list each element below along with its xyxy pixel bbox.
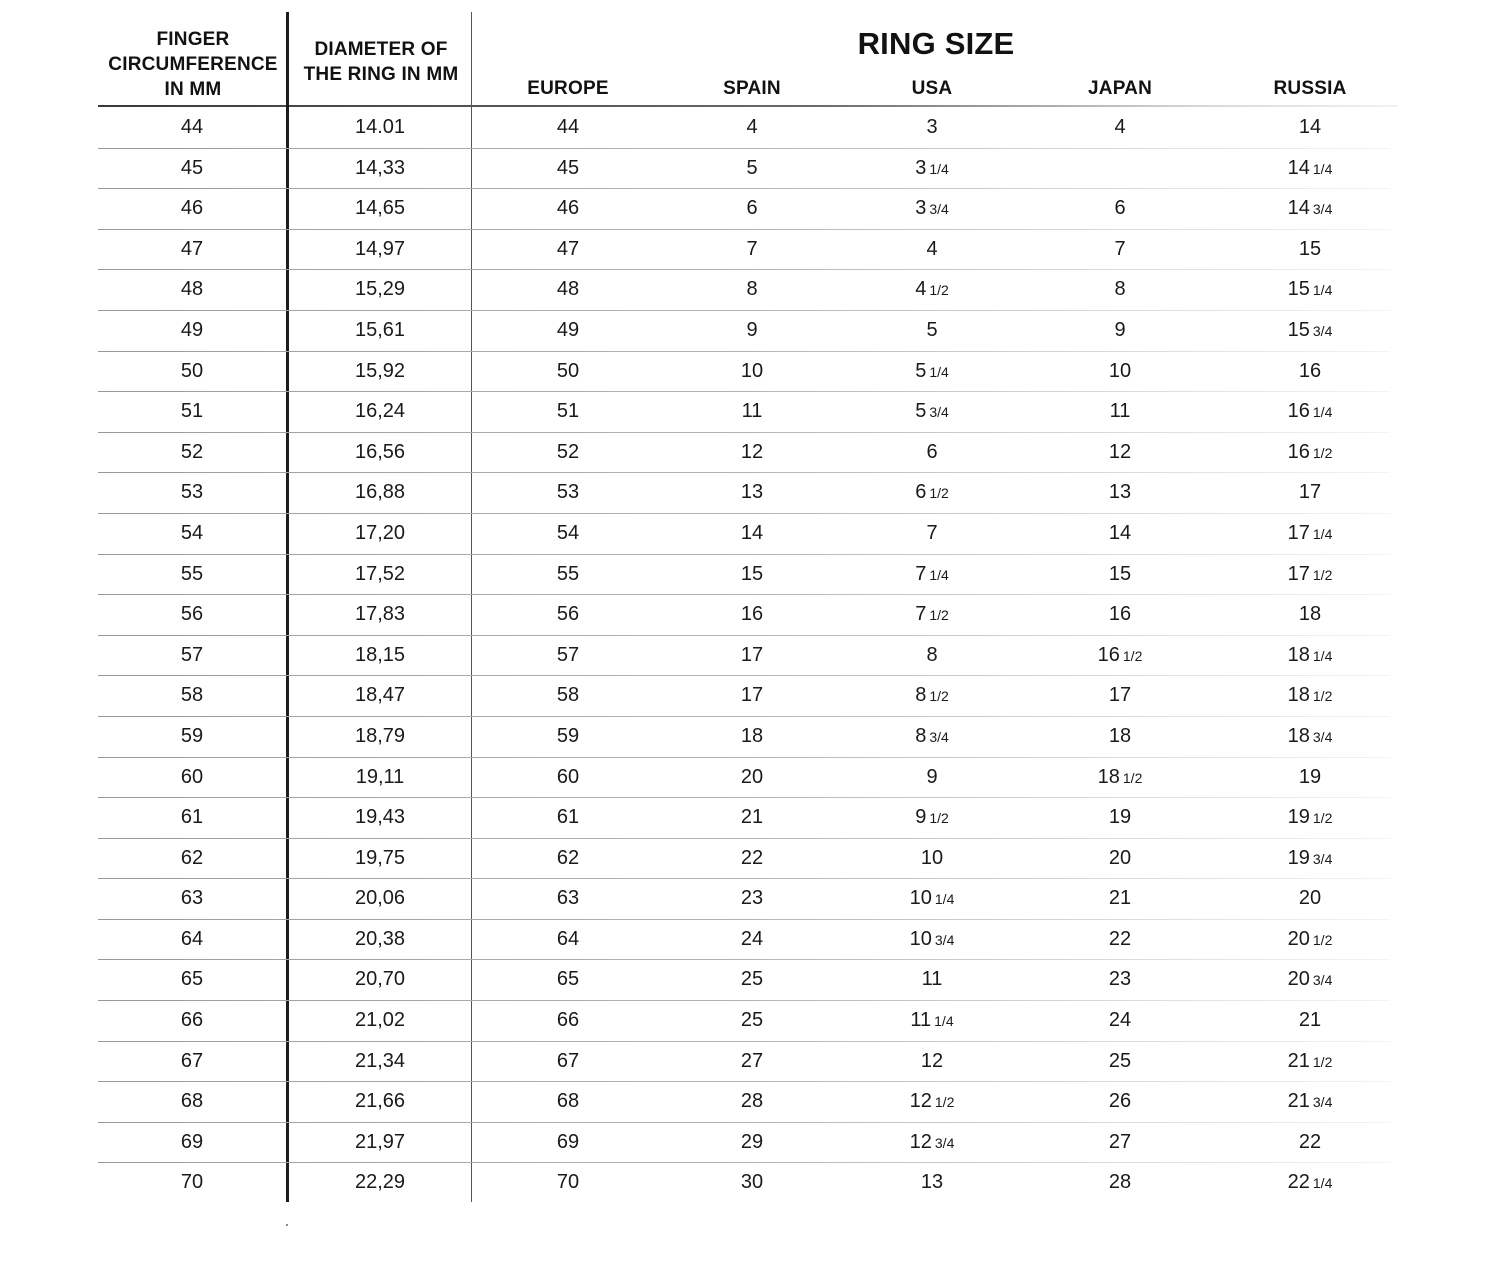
cell-europe: 61 [556,806,580,829]
cell-europe: 70 [556,1171,580,1194]
table-row [0,716,1500,757]
cell-ring-diameter: 17,20 [354,521,406,544]
cell-spain: 25 [740,1009,764,1032]
cell-finger-circumference: 59 [180,724,204,747]
cell-europe: 67 [556,1049,580,1072]
table-row [0,1122,1500,1163]
fraction-part: 1/2 [929,485,949,502]
header-line: FINGER [156,29,230,50]
cell-europe: 52 [556,440,580,463]
table-row [0,1162,1500,1203]
fraction-part: 1/2 [1312,688,1333,705]
cell-finger-circumference: 50 [180,359,204,382]
fraction-part: 1/4 [934,1013,954,1030]
column-header-spain: SPAIN [723,78,781,99]
cell-usa: 3 1/4 [915,156,949,179]
cell-finger-circumference: 56 [180,603,204,626]
fraction-part: 1/2 [1122,647,1143,664]
cell-ring-diameter: 22,29 [354,1171,406,1194]
fraction-part: 3/4 [929,728,949,745]
cell-japan: 20 [1108,846,1132,869]
cell-finger-circumference: 57 [180,643,204,666]
cell-russia: 16 1/2 [1287,440,1333,463]
cell-japan: 12 [1108,440,1132,463]
fraction-part: 1/4 [1312,160,1333,177]
cell-finger-circumference: 45 [180,156,204,179]
fraction-part: 1/4 [1312,282,1333,299]
table-row [0,1041,1500,1082]
cell-japan: 17 [1108,684,1132,707]
cell-finger-circumference: 68 [180,1090,204,1113]
cell-japan: 21 [1108,887,1132,910]
table-row [0,959,1500,1000]
cell-ring-diameter: 16,56 [354,440,406,463]
fraction-part: 3/4 [1312,322,1333,339]
cell-usa: 10 1/4 [909,887,955,910]
table-row [0,269,1500,310]
cell-europe: 57 [556,643,580,666]
cell-europe: 63 [556,887,580,910]
table-header [0,0,1500,108]
cell-russia: 18 [1298,603,1322,626]
table-row [0,675,1500,716]
fraction-part: 1/2 [1312,1053,1333,1070]
table-row [0,838,1500,879]
ring-size-group-title: RING SIZE [857,26,1015,61]
cell-usa: 10 [920,846,944,869]
cell-russia: 17 1/2 [1287,562,1333,585]
cell-finger-circumference: 64 [180,927,204,950]
cell-ring-diameter: 21,02 [354,1009,406,1032]
fraction-part: 1/2 [1312,810,1333,827]
cell-usa: 6 1/2 [915,481,949,504]
cell-russia: 15 [1298,237,1322,260]
cell-finger-circumference: 52 [180,440,204,463]
cell-spain: 15 [740,562,764,585]
cell-europe: 68 [556,1090,580,1113]
cell-finger-circumference: 67 [180,1049,204,1072]
cell-japan: 6 [1114,197,1126,220]
cell-spain: 23 [740,887,764,910]
cell-europe: 66 [556,1009,580,1032]
cell-ring-diameter: 21,97 [354,1130,406,1153]
column-header-usa: USA [911,78,953,99]
cell-europe: 45 [556,156,580,179]
table-row [0,554,1500,595]
cell-spain: 22 [740,846,764,869]
cell-ring-diameter: 19,11 [355,765,405,788]
fraction-part: 1/2 [929,282,949,299]
cell-russia: 17 [1298,481,1322,504]
cell-japan: 13 [1108,481,1132,504]
cell-spain: 17 [740,643,764,666]
cell-russia: 18 1/4 [1287,643,1333,666]
fraction-part: 1/4 [1312,1175,1333,1192]
cell-usa: 5 3/4 [915,400,949,423]
fraction-part: 1/4 [929,363,949,380]
cell-ring-diameter: 21,66 [354,1090,406,1113]
cell-finger-circumference: 60 [180,765,204,788]
cell-usa: 11 [921,968,943,991]
cell-japan: 15 [1108,562,1132,585]
cell-spain: 7 [746,237,758,260]
cell-usa: 12 [920,1049,944,1072]
cell-ring-diameter: 17,52 [354,562,406,585]
cell-europe: 62 [556,846,580,869]
table-row [0,1081,1500,1122]
cell-europe: 53 [556,481,580,504]
cell-russia: 14 1/4 [1287,156,1333,179]
column-header-japan: JAPAN [1088,78,1152,99]
table-row [0,107,1500,148]
fraction-part: 1/4 [1312,404,1333,421]
column-header-ring-diameter [290,37,472,87]
cell-usa: 4 1/2 [915,278,949,301]
cell-ring-diameter: 19,43 [354,806,406,829]
fraction-part: 3/4 [1312,728,1333,745]
cell-ring-diameter: 15,92 [354,359,406,382]
cell-russia: 21 1/2 [1287,1049,1333,1072]
table-row [0,351,1500,392]
cell-ring-diameter: 18,79 [354,724,406,747]
fraction-part: 1/4 [1312,525,1333,542]
cell-russia: 20 3/4 [1287,968,1333,991]
cell-finger-circumference: 47 [180,237,204,260]
cell-russia: 21 [1298,1009,1322,1032]
cell-ring-diameter: 15,29 [354,278,406,301]
cell-russia: 14 3/4 [1287,197,1333,220]
cell-russia: 19 [1298,765,1322,788]
cell-usa: 13 [920,1171,944,1194]
cell-finger-circumference: 65 [180,968,204,991]
table-row [0,1000,1500,1041]
table-row [0,472,1500,513]
cell-russia: 18 3/4 [1287,724,1333,747]
table-row [0,148,1500,189]
cell-russia: 20 1/2 [1287,927,1333,950]
cell-usa: 7 1/4 [915,562,949,585]
cell-usa: 7 [926,521,938,544]
cell-spain: 20 [740,765,764,788]
cell-russia: 16 1/4 [1287,400,1333,423]
fraction-part: 3/4 [1312,972,1333,989]
table-row [0,432,1500,473]
cell-japan: 7 [1114,237,1126,260]
cell-spain: 5 [746,156,758,179]
table-row [0,919,1500,960]
table-row [0,878,1500,919]
fraction-part: 1/4 [929,160,949,177]
cell-finger-circumference: 53 [180,481,204,504]
fraction-part: 1/4 [929,566,949,583]
cell-russia: 16 [1298,359,1322,382]
cell-japan: 11 [1109,400,1131,423]
cell-ring-diameter: 17,83 [354,603,406,626]
cell-japan: 10 [1108,359,1132,382]
cell-spain: 8 [746,278,758,301]
cell-japan: 8 [1114,278,1126,301]
cell-japan: 18 1/2 [1097,765,1143,788]
cell-ring-diameter: 16,88 [354,481,406,504]
cell-spain: 21 [740,806,764,829]
cell-japan: 16 [1108,603,1132,626]
table-row [0,513,1500,554]
cell-russia: 22 [1298,1130,1322,1153]
cell-spain: 13 [740,481,764,504]
cell-japan: 19 [1108,806,1132,829]
cell-spain: 6 [746,197,758,220]
cell-japan: 26 [1108,1090,1132,1113]
cell-finger-circumference: 51 [180,400,204,423]
cell-usa: 12 1/2 [909,1090,955,1113]
cell-spain: 30 [740,1171,764,1194]
cell-usa: 5 [926,318,938,341]
fraction-part: 3/4 [934,1134,955,1151]
cell-usa: 3 3/4 [915,197,949,220]
cell-usa: 8 1/2 [915,684,949,707]
cell-russia: 19 1/2 [1287,806,1333,829]
fraction-part: 1/2 [934,1094,955,1111]
fraction-part: 3/4 [929,404,949,421]
cell-ring-diameter: 20,06 [354,887,406,910]
table-body [0,107,1500,1203]
cell-spain: 11 [741,400,763,423]
cell-japan: 18 [1108,724,1132,747]
cell-japan: 14 [1108,521,1132,544]
cell-finger-circumference: 62 [180,846,204,869]
cell-usa: 7 1/2 [915,603,949,626]
cell-ring-diameter: 19,75 [354,846,406,869]
cell-finger-circumference: 70 [180,1171,204,1194]
cell-spain: 4 [746,116,758,138]
cell-spain: 29 [740,1130,764,1153]
header-line: DIAMETER OF [314,39,448,60]
cell-ring-diameter: 20,38 [354,927,406,950]
cell-japan: 27 [1108,1130,1132,1153]
cell-finger-circumference: 48 [180,278,204,301]
cell-europe: 48 [556,278,580,301]
cell-finger-circumference: 49 [180,318,204,341]
cell-ring-diameter: 14,97 [354,237,406,260]
column-header-europe: EUROPE [527,78,609,99]
table-row [0,391,1500,432]
cell-europe: 69 [556,1130,580,1153]
cell-russia: 22 1/4 [1287,1171,1333,1194]
cell-spain: 28 [740,1090,764,1113]
cell-finger-circumference: 58 [180,684,204,707]
cell-ring-diameter: 14,65 [354,197,406,220]
cell-europe: 55 [556,562,580,585]
fraction-part: 3/4 [929,201,949,218]
cell-usa: 9 1/2 [915,806,949,829]
cell-russia: 17 1/4 [1287,521,1333,544]
stray-mark [286,1224,288,1226]
cell-russia: 15 1/4 [1287,278,1333,301]
cell-russia: 20 [1298,887,1322,910]
cell-europe: 58 [556,684,580,707]
cell-finger-circumference: 55 [180,562,204,585]
cell-russia: 19 3/4 [1287,846,1333,869]
cell-japan: 4 [1114,116,1126,138]
cell-finger-circumference: 69 [180,1130,204,1153]
cell-spain: 9 [746,318,758,341]
table-row [0,310,1500,351]
fraction-part: 1/2 [929,810,949,827]
cell-finger-circumference: 61 [180,806,204,829]
cell-europe: 50 [556,359,580,382]
column-header-finger-circumference [98,27,288,102]
fraction-part: 1/2 [929,607,949,624]
cell-usa: 3 [926,116,938,138]
cell-spain: 17 [740,684,764,707]
cell-finger-circumference: 66 [180,1009,204,1032]
cell-ring-diameter: 16,24 [354,400,406,423]
fraction-part: 1/2 [1312,444,1333,461]
column-header-russia: RUSSIA [1273,78,1347,99]
header-line: THE RING IN MM [303,64,459,85]
cell-finger-circumference: 54 [180,521,204,544]
cell-ring-diameter: 21,34 [354,1049,406,1072]
cell-europe: 59 [556,724,580,747]
cell-russia: 18 1/2 [1287,684,1333,707]
cell-spain: 27 [740,1049,764,1072]
cell-japan: 16 1/2 [1097,643,1143,666]
cell-europe: 51 [556,400,580,423]
cell-spain: 12 [740,440,764,463]
cell-usa: 12 3/4 [909,1130,955,1153]
cell-usa: 11 1/4 [910,1009,954,1032]
cell-europe: 44 [556,116,580,138]
cell-europe: 46 [556,197,580,220]
cell-europe: 54 [556,521,580,544]
fraction-part: 3/4 [1312,1094,1333,1111]
cell-japan: 22 [1108,927,1132,950]
cell-ring-diameter: 14.01 [354,116,406,138]
cell-usa: 6 [926,440,938,463]
cell-finger-circumference: 44 [180,116,204,138]
cell-usa: 10 3/4 [909,927,955,950]
table-row [0,188,1500,229]
cell-spain: 18 [740,724,764,747]
header-line: CIRCUMFERENCE [108,54,278,75]
cell-usa: 5 1/4 [915,359,949,382]
table-row [0,229,1500,270]
cell-europe: 64 [556,927,580,950]
table-row [0,797,1500,838]
cell-japan: 9 [1114,318,1126,341]
cell-europe: 65 [556,968,580,991]
cell-usa: 8 3/4 [915,724,949,747]
fraction-part: 3/4 [1312,201,1333,218]
table-row [0,757,1500,798]
cell-russia: 15 3/4 [1287,318,1333,341]
cell-ring-diameter: 20,70 [354,968,406,991]
cell-russia: 21 3/4 [1287,1090,1333,1113]
fraction-part: 1/2 [1122,769,1143,786]
cell-spain: 10 [740,359,764,382]
cell-ring-diameter: 14,33 [354,156,406,179]
cell-usa: 9 [926,765,938,788]
cell-japan: 23 [1108,968,1132,991]
cell-ring-diameter: 15,61 [354,318,406,341]
cell-russia: 14 [1298,116,1322,138]
cell-spain: 14 [740,521,764,544]
fraction-part: 3/4 [934,931,955,948]
cell-ring-diameter: 18,47 [354,684,406,707]
cell-europe: 47 [556,237,580,260]
cell-usa: 8 [926,643,938,666]
fraction-part: 1/2 [1312,566,1333,583]
header-line: IN MM [164,79,222,100]
cell-europe: 56 [556,603,580,626]
fraction-part: 1/2 [929,688,949,705]
cell-ring-diameter: 18,15 [354,643,406,666]
cell-japan: 24 [1108,1009,1132,1032]
fraction-part: 1/4 [1312,647,1333,664]
cell-usa: 4 [926,237,938,260]
fraction-part: 1/4 [934,891,955,908]
cell-japan: 25 [1108,1049,1132,1072]
cell-finger-circumference: 63 [180,887,204,910]
cell-europe: 60 [556,765,580,788]
cell-spain: 16 [740,603,764,626]
cell-spain: 24 [740,927,764,950]
table-row [0,635,1500,676]
cell-europe: 49 [556,318,580,341]
fraction-part: 1/2 [1312,931,1333,948]
cell-spain: 25 [740,968,764,991]
cell-finger-circumference: 46 [180,197,204,220]
table-row [0,594,1500,635]
cell-japan: 28 [1108,1171,1132,1194]
fraction-part: 3/4 [1312,850,1333,867]
